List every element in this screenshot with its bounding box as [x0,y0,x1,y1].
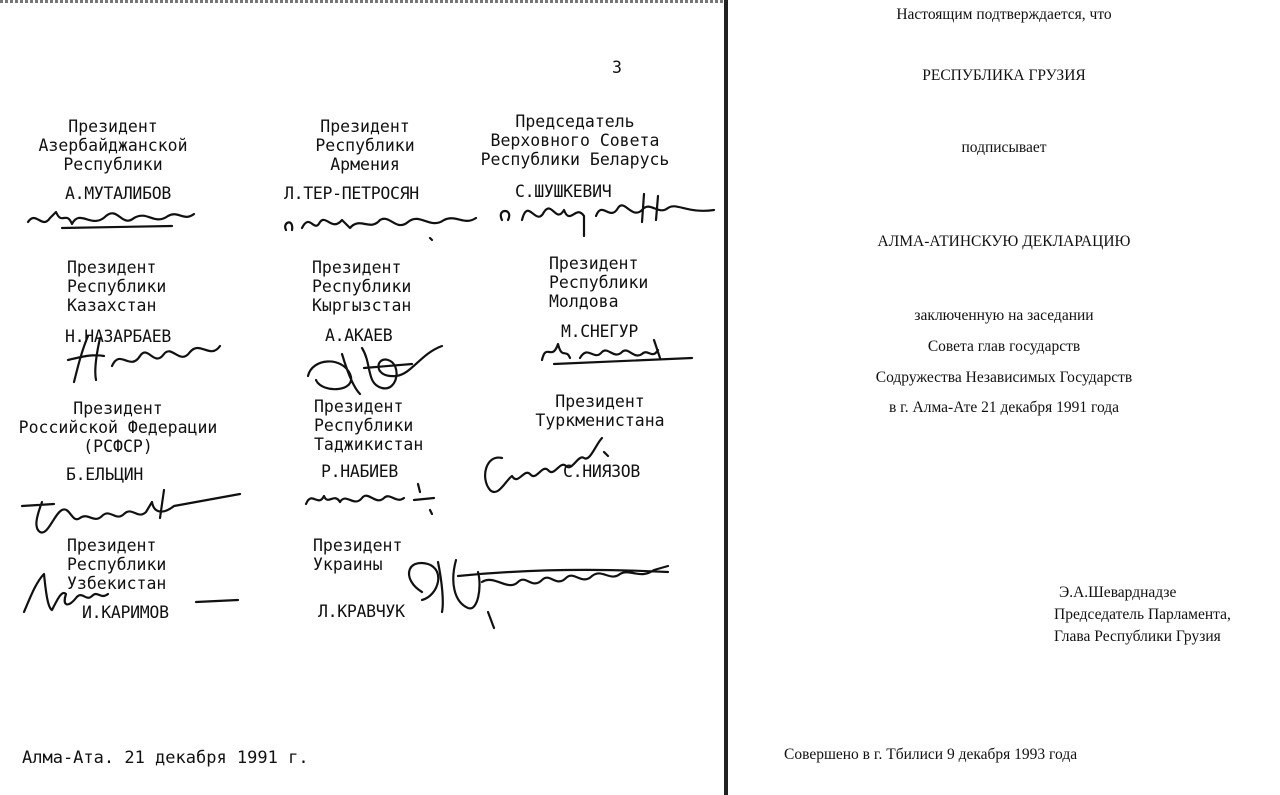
page-number: 3 [612,58,622,77]
signatory-title-tajikistan: Президент Республики Таджикистан [314,397,424,454]
signature-yeltsin [14,484,244,540]
signatory-name-mutalibov: А.МУТАЛИБОВ [65,184,171,203]
context-line-3: Содружества Независимых Государств [875,369,1133,386]
signature-nabiev [298,478,444,518]
signature-snegur [534,332,698,370]
signatory-title-azerbaijan: Президент Азербайджанской Республики [38,117,188,174]
signature-karimov [16,568,238,620]
signatory-title-ukraine: Президент Украины [313,536,403,574]
country-heading: РЕСПУБЛИКА ГРУЗИЯ [922,67,1086,84]
signature-kravchuk [398,552,682,634]
signer-name: Э.А.Шеварднадзе [1059,584,1177,601]
signer-position-2: Глава Республики Грузия [1054,628,1221,645]
signatory-name-ter-petrosyan: Л.ТЕР-ПЕТРОСЯН [284,184,419,203]
context-line-1: заключенную на заседании [914,307,1094,324]
place-date-line: Алма-Ата. 21 декабря 1991 г. [22,748,309,768]
signatory-name-kravchuk: Л.КРАВЧУК [318,602,405,621]
signatory-name-snegur: М.СНЕГУР [561,322,639,341]
signatory-name-niyazov: С.НИЯЗОВ [563,462,641,481]
signature-ter-petrosyan [280,204,490,248]
right-page-georgia-accession [728,0,1280,795]
signatory-title-belarus: Председатель Верховного Совета Республики Беларусь [480,112,670,169]
signatory-name-karimov: И.КАРИМОВ [82,603,169,622]
signer-position-1: Председатель Парламента, [1054,606,1231,623]
signature-mutalibov [22,200,202,240]
signatory-title-armenia: Президент Республики Армения [315,117,415,174]
signatory-title-russia: Президент Российской Федерации (РСФСР) [18,399,218,456]
signatory-title-turkmenistan: Президент Туркменистана [535,392,665,430]
signature-niyazov [472,428,628,500]
document-title: АЛМА-АТИНСКУЮ ДЕКЛАРАЦИЮ [877,233,1131,250]
signatory-title-kazakhstan: Президент Республики Казахстан [67,258,167,315]
signs-line: подписывает [961,139,1047,156]
completion-line: Совершено в г. Тбилиси 9 декабря 1993 года [784,746,1078,763]
signatory-name-nazarbaev: Н.НАЗАРБАЕВ [65,327,171,346]
signature-nazarbaev [60,326,230,388]
signature-akaev [302,334,452,398]
confirm-line: Настоящим подтверждается, что [896,6,1112,23]
signatory-name-yeltsin: Б.ЕЛЬЦИН [66,465,144,484]
signature-shushkevich [492,186,722,246]
page-top-edge [0,0,724,3]
context-line-4: в г. Алма-Ате 21 декабря 1991 года [888,399,1120,416]
signatory-name-nabiev: Р.НАБИЕВ [321,462,399,481]
context-line-2: Совета глав государств [927,338,1081,355]
signatory-name-shushkevich: С.ШУШКЕВИЧ [515,182,612,201]
signatory-name-akaev: А.АКАЕВ [325,326,393,345]
signatory-title-moldova: Президент Республики Молдова [549,254,649,311]
signatory-title-uzbekistan: Президент Республики Узбекистан [67,536,167,593]
signatory-title-kyrgyzstan: Президент Республики Кыргызстан [312,258,412,315]
